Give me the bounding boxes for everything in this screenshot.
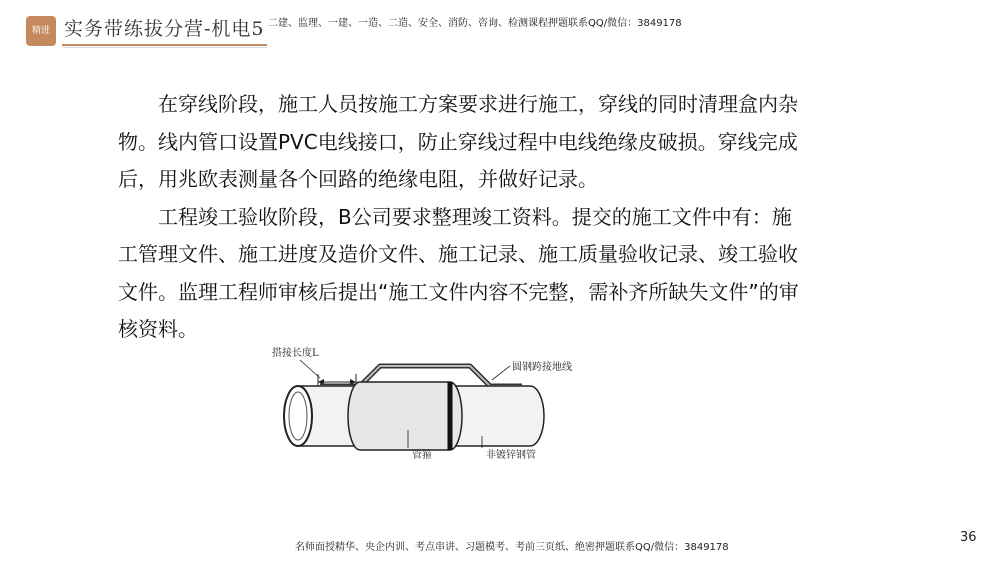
paragraph-acceptance-stage: 工程竣工验收阶段，B公司要求整理竣工资料。提交的施工文件中有：施工管理文件、施工进度及造价文件、施工记录、施工质量验收记录、竣工验收文件。监理工程师审核后提出“施工文件内容不完整，需补齐所缺失文件”的审核资料。 bbox=[118, 204, 799, 341]
label-jumper-wire: 圆钢跨接地线 bbox=[512, 362, 572, 373]
header-divider bbox=[62, 44, 267, 46]
leader-overlap bbox=[300, 360, 320, 378]
top-contact-banner: 二建、监理、一建、一造、二造、安全、消防、咨询、检测课程押题联系QQ/微信：3849178 bbox=[268, 18, 682, 29]
leader-jumper bbox=[492, 366, 510, 380]
label-overlap-length: 搭接长度L bbox=[272, 348, 319, 359]
pipe-inner-wall bbox=[289, 392, 307, 440]
bottom-contact-banner: 名师面授精华、央企内训、考点串讲、习题模考、考前三页纸、绝密押题联系QQ/微信：3849178 bbox=[295, 542, 729, 553]
header-divider-shadow bbox=[62, 47, 267, 48]
paragraph-wiring-stage: 在穿线阶段，施工人员按施工方案要求进行施工，穿线的同时清理盒内杂物。线内管口设置PVC电线接口，防止穿线过程中电线绝缘皮破损。穿线完成后，用兆欧表测量各个回路的绝缘电阻，并做好记录。 bbox=[118, 92, 798, 191]
label-coupling: 管箍 bbox=[412, 450, 432, 461]
brand-logo bbox=[26, 16, 56, 46]
slide-body bbox=[118, 86, 808, 349]
brand-logo-text: 精进 bbox=[31, 26, 50, 36]
pipe-coupling bbox=[348, 382, 462, 450]
pipe-coupling-diagram bbox=[260, 340, 660, 480]
page-number: 36 bbox=[960, 530, 977, 545]
label-pipe: 非镀锌钢管 bbox=[486, 450, 536, 461]
course-title: 实务带练拔分营-机电5 bbox=[64, 18, 265, 40]
